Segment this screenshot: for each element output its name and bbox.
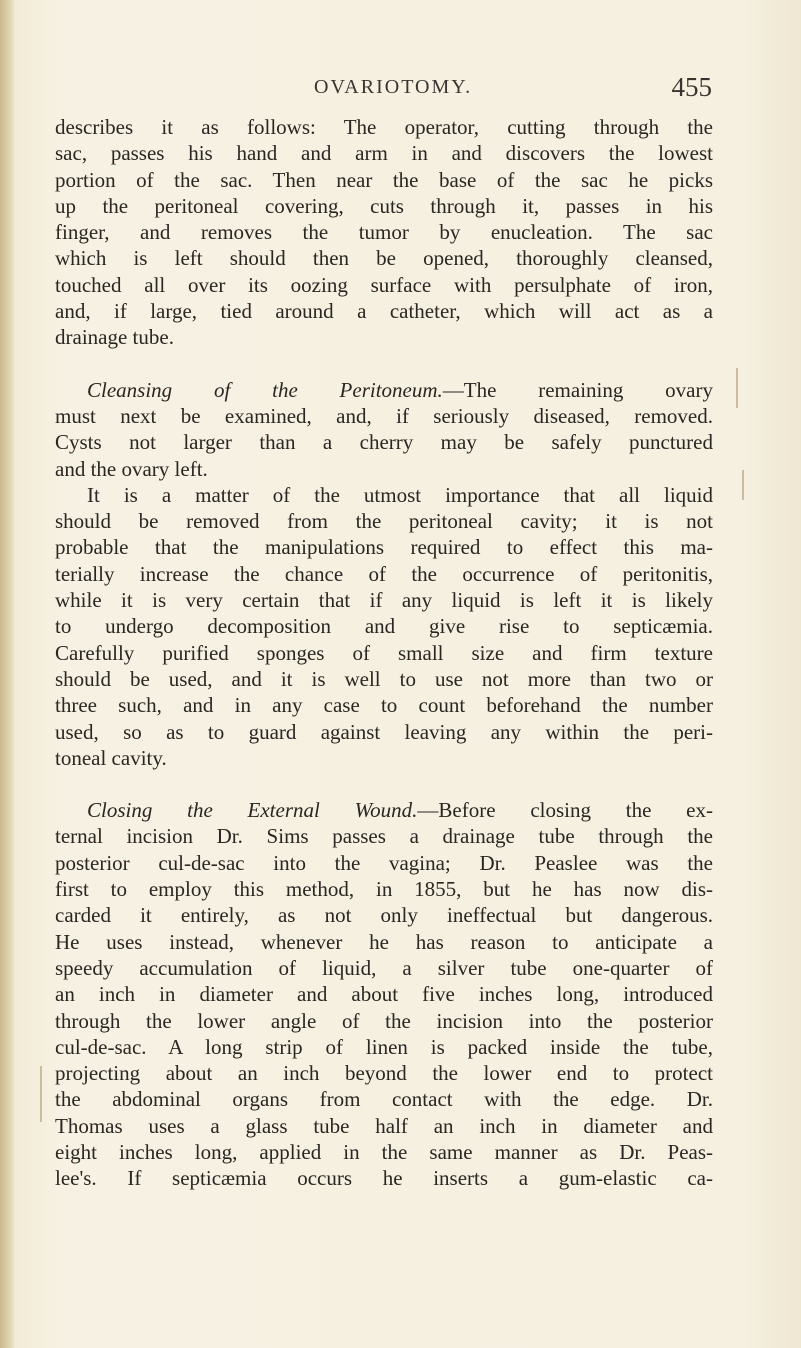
- text-line: an inch in diameter and about five inches long, introduced: [55, 982, 713, 1007]
- text-line: cul-de-sac. A long strip of linen is packed inside the tube,: [55, 1034, 713, 1059]
- text-line: describes it as follows: The operator, cutting through the: [55, 115, 713, 139]
- text-line: used, so as to guard against leaving any within the peri-: [55, 719, 713, 744]
- page-header: [52, 72, 712, 106]
- text-line: should be used, and it is well to use not more than two or: [55, 666, 713, 691]
- text-line: touched all over its oozing surface with persulphate of iron,: [55, 272, 713, 297]
- text-line: while it is very certain that if any liquid is left it is likely: [55, 588, 713, 613]
- text-line: posterior cul-de-sac into the vagina; Dr. Peaslee was the: [55, 850, 713, 875]
- page-number: 455: [671, 72, 712, 102]
- section-first-line-text: —Before closing the ex-: [417, 798, 713, 823]
- text-line: Thomas uses a glass tube half an inch in diameter and: [55, 1113, 713, 1138]
- paragraph-cleansing: [55, 377, 713, 482]
- text-line: sac, passes his hand and arm in and discovers the lowest: [55, 141, 713, 166]
- section-heading: Closing the External Wound.: [87, 798, 418, 823]
- text-line: Cysts not larger than a cherry may be safely punctured: [55, 430, 713, 455]
- text-line: and the ovary left.: [55, 456, 208, 481]
- text-line: which is left should then be opened, thoroughly cleansed,: [55, 246, 713, 271]
- text-line: toneal cavity.: [55, 745, 167, 770]
- text-line: and, if large, tied around a catheter, which will act as a: [55, 299, 713, 324]
- text-line: the abdominal organs from contact with the edge. Dr.: [55, 1087, 713, 1112]
- margin-pencil-mark: [742, 470, 744, 500]
- text-line: must next be examined, and, if seriously diseased, removed.: [55, 403, 713, 428]
- text-line: terially increase the chance of the occurrence of peritonitis,: [55, 561, 713, 586]
- paragraph-continuation: [55, 114, 713, 351]
- text-line: eight inches long, applied in the same manner as Dr. Peas-: [55, 1139, 713, 1164]
- section-gap: [55, 351, 713, 377]
- text-line: finger, and removes the tumor by enucleation. The sac: [55, 220, 713, 245]
- paragraph-liquid-removal: [55, 482, 713, 771]
- text-line: probable that the manipulations required to effect this ma-: [55, 535, 713, 560]
- text-line: It is a matter of the utmost importance that all liquid: [87, 482, 713, 507]
- text-line: drainage tube.: [55, 325, 174, 350]
- text-line: speedy accumulation of liquid, a silver tube one-quarter of: [55, 955, 713, 980]
- text-line: portion of the sac. Then near the base of the sac he picks: [55, 167, 713, 192]
- text-line: carded it entirely, as not only ineffectual but dangerous.: [55, 903, 713, 928]
- page-body: [55, 114, 713, 1192]
- text-line: to undergo decomposition and give rise to septicæmia.: [55, 614, 713, 639]
- paragraph-closing-wound: [55, 797, 713, 1191]
- text-line: up the peritoneal covering, cuts through it, passes in his: [55, 193, 713, 218]
- section-first-line-text: —The remaining ovary: [442, 377, 713, 402]
- section-first-line: [55, 377, 713, 403]
- text-line: ternal incision Dr. Sims passes a drainage tube through the: [55, 824, 713, 849]
- text-line: three such, and in any case to count beforehand the number: [55, 693, 713, 718]
- text-line: Carefully purified sponges of small size and firm texture: [55, 640, 713, 665]
- margin-pencil-mark: [736, 368, 738, 408]
- text-line: lee's. If septicæmia occurs he inserts a gum-elastic ca-: [55, 1166, 713, 1191]
- page-spine-edge: [0, 0, 14, 1348]
- margin-pencil-mark: [40, 1066, 42, 1122]
- running-head: OVARIOTOMY.: [314, 76, 473, 98]
- text-line: He uses instead, whenever he has reason to anticipate a: [55, 929, 713, 954]
- section-gap: [55, 771, 713, 797]
- text-line: first to employ this method, in 1855, but he has now dis-: [55, 877, 713, 902]
- text-line: through the lower angle of the incision into the posterior: [55, 1008, 713, 1033]
- text-line: should be removed from the peritoneal cavity; it is not: [55, 509, 713, 534]
- text-line: projecting about an inch beyond the lower end to protect: [55, 1061, 713, 1086]
- section-first-line: [55, 797, 713, 823]
- section-heading: Cleansing of the Peritoneum.: [87, 377, 443, 402]
